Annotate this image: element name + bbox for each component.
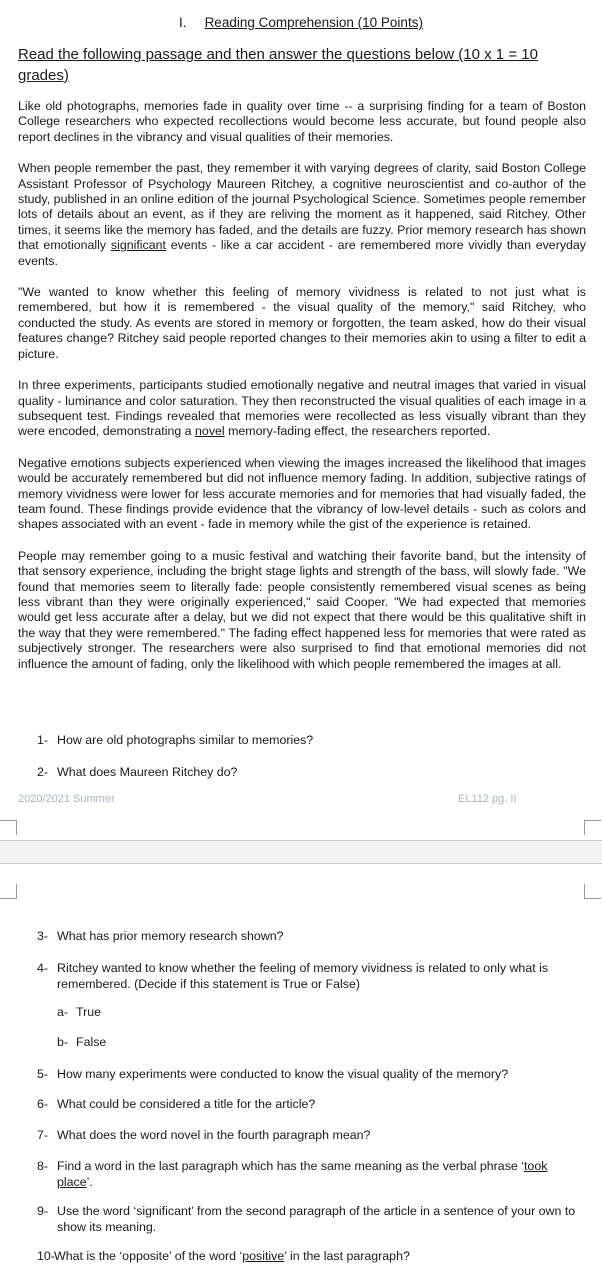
footer-page-number: EL112 pg. II [458,793,517,805]
question-1 [37,732,313,748]
question-number: 5- [37,1067,49,1081]
question-text: What does Maureen Ritchey do? [57,765,238,779]
question-6 [37,1096,315,1112]
question-text: What has prior memory research shown? [57,929,284,943]
paragraph-5: Negative emotions subjects experienced when viewing the images increased the likelihood that images would be accurately remembered but did not influence memory fading. In addition, subjective ratings of memory vividness were lower for less accurate memories and for memories that had visually faded, the team found. These findings provide evidence that the vibrancy of low-level details - such as colors and shapes associated with an event - fade in memory while the gist of the experience is retained. [18,455,586,532]
option-letter: b- [57,1035,69,1049]
question-number: 2- [37,765,49,779]
paragraph-6: People may remember going to a music festival and watching their favorite band, but the intensity of that sensory experience, including the bright stage lights and strength of the bass, will slowly fade. "We found that memories seem to literally fade: people consistently remembered visual scenes as being less vibrant than they were originally experienced," said Cooper. "We had expected that memories would get less accurate after a delay, but we did not expect that there would be this qualitative shift in the way that they were remembered." The fading effect happened less for memories that were rated as subjectively stronger. The researchers were also surprised to find that emotional memories did not influence the amount of fading, only the likelihood with which people remembered the images at all. [18,548,586,671]
question-text-end: ’. [86,1175,93,1189]
paragraph-4 [18,378,586,440]
question-number: 10- [37,1249,55,1263]
section-number: I. [179,15,187,30]
crop-mark-left-top [0,884,17,899]
paragraph-4-text: In three experiments, participants studied emotionally negative and neutral images that varied in visual quality - luminance and color saturation. They then reconstructed the visual qualities of each image in a subsequent test. Findings revealed that memories were recollected as less visually vibrant than they were encoded, demonstrating a [18,378,586,439]
page-separator [0,840,602,864]
paragraph-2 [18,161,586,269]
paragraph-1: Like old photographs, memories fade in quality over time -- a surprising finding for a team of Boston College researchers who expected recollections would become less accurate, but found people also report declines in the vibrancy and visual qualities of their memories. [18,99,586,144]
question-number: 1- [37,733,49,747]
question-text: Ritchey wanted to know whether the feeling of memory vividness is related to only what is remembered. (Decide if this statement is True or False) [57,961,549,991]
question-2 [37,764,237,780]
underlined-word-positive: positive [242,1249,285,1263]
question-text: What is the ‘opposite’ of the word ‘ [54,1249,243,1263]
footer-semester: 2020/2021 Summer [18,793,115,805]
underlined-word-significant: significant [110,238,166,253]
question-text: How are old photographs similar to memories? [57,733,314,747]
question-number: 8- [37,1159,49,1173]
question-10 [37,1248,410,1264]
question-5 [37,1066,508,1082]
question-9 [37,1203,587,1235]
question-7 [37,1127,370,1143]
paragraph-2-text: When people remember the past, they remember it with varying degrees of clarity, said Boston College Assistant Professor of Psychology Maureen Ritchey, a cognitive neuroscientist and co-author of the study, published in an online edition of the journal Psychological Science. Sometimes people remember lots of details about an event, as if they are reliving the moment as it happened, said Ritchey. Other times, it seems like the memory has faded, and the details are fuzzy. Prior memory research has shown that emotionally [18,161,586,253]
question-number: 6- [37,1097,49,1111]
reading-passage [18,99,586,688]
question-4-option-a [57,1005,101,1019]
paragraph-4-text-end: memory-fading effect, the researchers reported. [224,424,491,439]
question-number: 7- [37,1128,49,1142]
section-title: Reading Comprehension (10 Points) [204,15,423,30]
question-8 [37,1158,587,1190]
crop-mark-left [0,820,17,835]
instruction-text: Read the following passage and then answer the questions below (10 x 1 = 10 grades) [18,46,538,84]
underlined-phrase-took-place: took place [57,1159,548,1189]
question-4 [37,960,587,992]
question-3 [37,928,284,944]
option-text: False [76,1035,107,1049]
page-two [0,864,602,1280]
question-text: Use the word ‘significant’ from the second paragraph of the article in a sentence of your own to show its meaning. [57,1204,576,1234]
question-text-end: ’ in the last paragraph? [284,1249,410,1263]
question-text: What does the word novel in the fourth paragraph mean? [57,1128,371,1142]
question-number: 3- [37,929,49,943]
question-number: 9- [37,1204,49,1218]
paragraph-3: "We wanted to know whether this feeling of memory vividness is related to not just what is remembered, but how it is remembered - the visual quality of the memory," said Ritchey, who conducted the study. As events are stored in memory or forgotten, the team asked, how do their visual features change? Ritchey said people reported changes to their memories akin to using a filter to edit a picture. [18,285,586,361]
question-text: How many experiments were conducted to know the visual quality of the memory? [57,1067,509,1081]
question-number: 4- [37,961,49,975]
crop-mark-right [584,820,601,835]
question-text: What could be considered a title for the article? [57,1097,316,1111]
underlined-word-novel: novel [195,424,225,439]
question-text: Find a word in the last paragraph which has the same meaning as the verbal phrase ‘ [57,1159,524,1173]
section-heading [0,15,602,30]
option-text: True [76,1005,102,1019]
crop-mark-right-top [584,884,601,899]
paragraph-2-text-end: events - like a car accident - are remembered more vividly than everyday events. [18,238,586,268]
option-letter: a- [57,1005,69,1019]
question-4-option-b [57,1035,106,1049]
